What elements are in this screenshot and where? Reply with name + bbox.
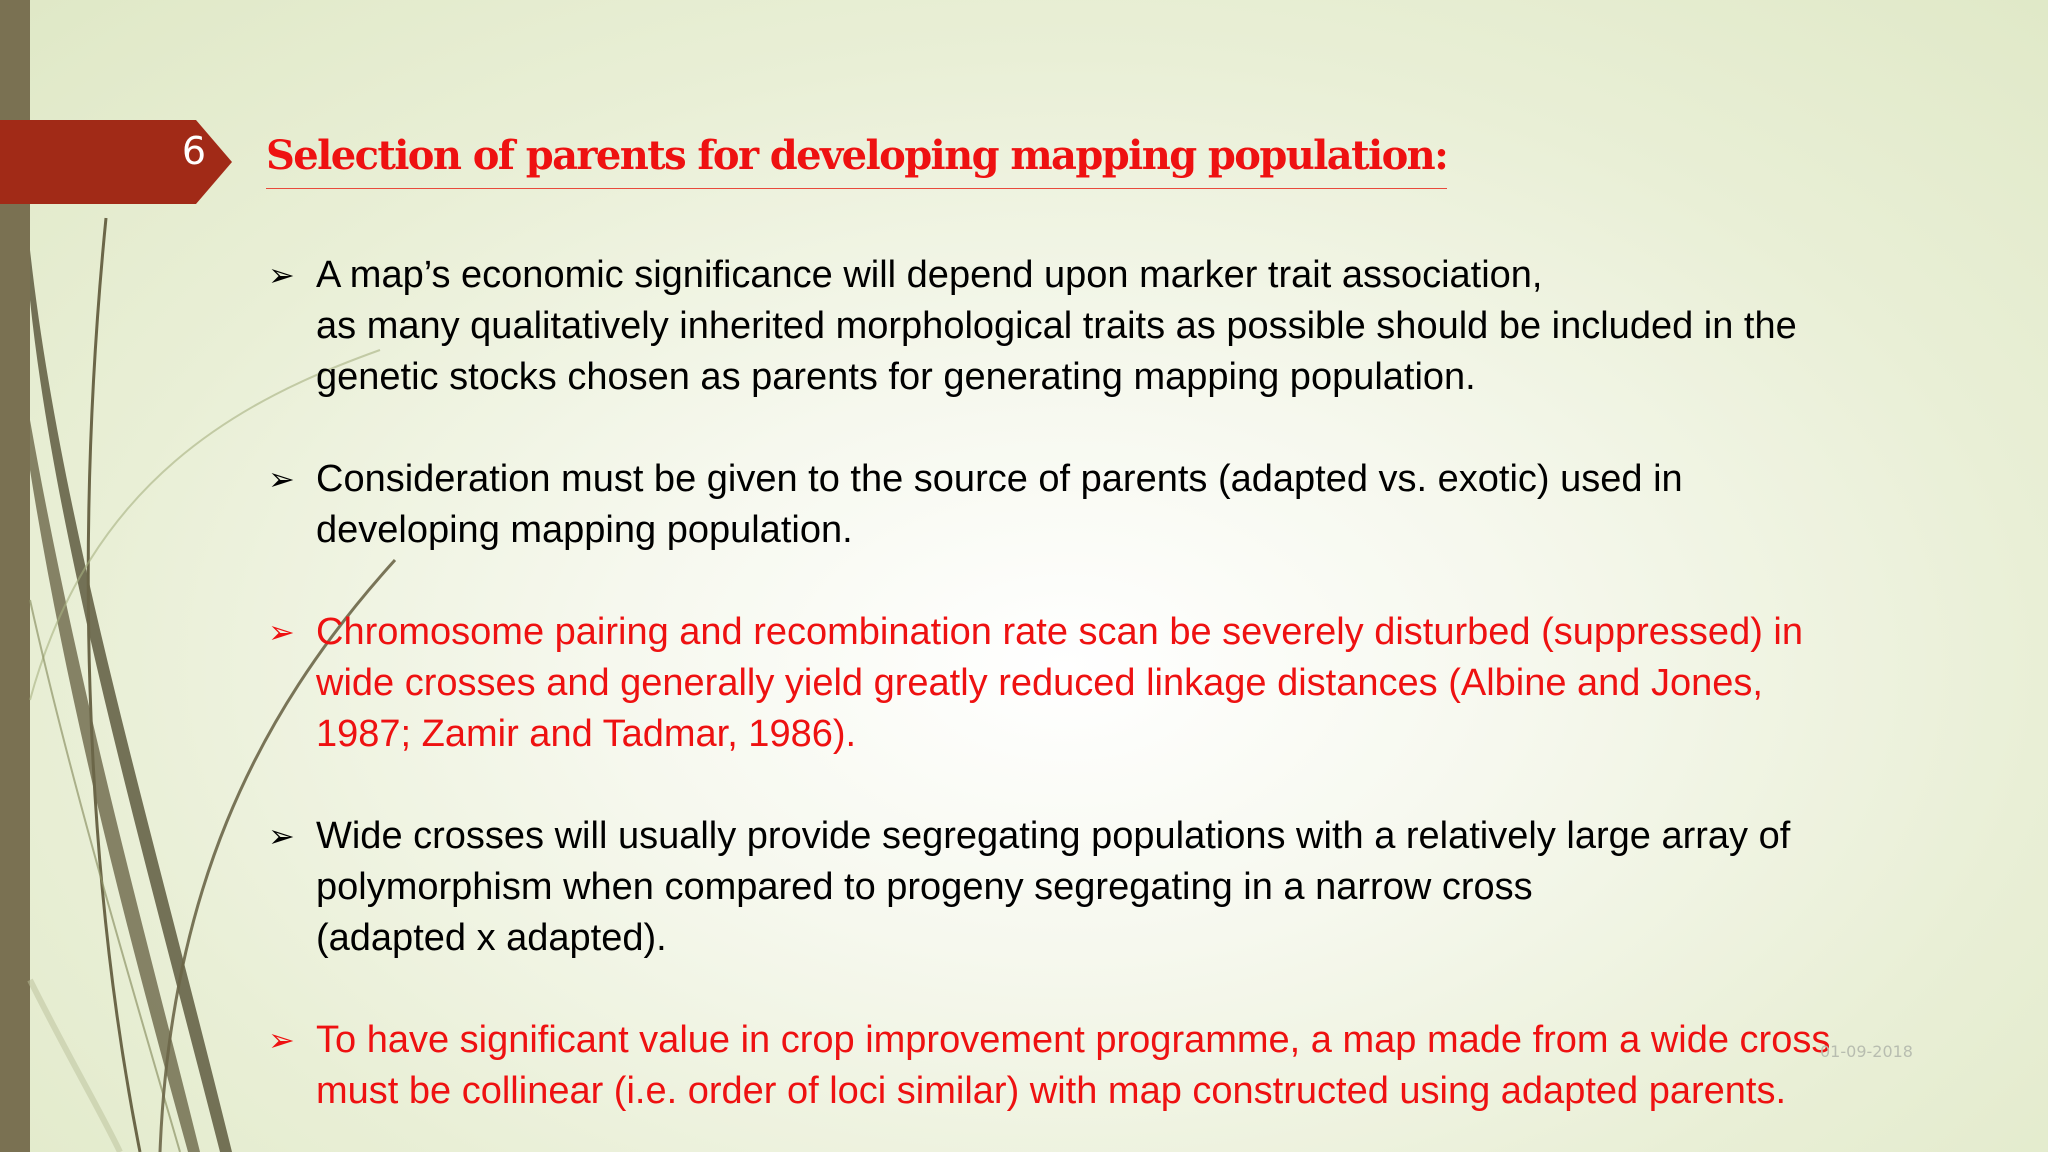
arrowhead-bullet-icon: ➢ — [268, 460, 295, 498]
bullet-line: as many qualitatively inherited morphological traits as possible should be included in the — [316, 305, 1797, 347]
bullet-line: developing mapping population. — [316, 509, 853, 551]
arrowhead-bullet-icon: ➢ — [268, 817, 295, 855]
bullet-line: must be collinear (i.e. order of loci similar) with map constructed using adapted parents. — [316, 1070, 1787, 1112]
bullet-list — [268, 250, 2028, 1152]
bullet-item — [268, 250, 2028, 403]
bullet-line: To have significant value in crop improvement programme, a map made from a wide cross — [316, 1019, 1831, 1061]
slide-title: Selection of parents for developing mapping population: — [266, 124, 1447, 189]
arrowhead-bullet-icon: ➢ — [268, 256, 295, 294]
bullet-line: polymorphism when compared to progeny segregating in a narrow cross — [316, 866, 1533, 908]
slide-date: 01-09-2018 — [1820, 1042, 1913, 1061]
bullet-item — [268, 454, 2028, 556]
slide-number: 6 — [181, 129, 207, 173]
bullet-line: 1987; Zamir and Tadmar, 1986). — [316, 713, 857, 755]
bullet-line: Wide crosses will usually provide segregating populations with a relatively large array of — [316, 815, 1791, 857]
bullet-item — [268, 811, 2028, 964]
bullet-line: wide crosses and generally yield greatly reduced linkage distances (Albine and Jones, — [316, 662, 1763, 704]
bullet-line: (adapted x adapted). — [316, 917, 667, 959]
bullet-item-highlighted — [268, 607, 2028, 760]
bullet-line: Chromosome pairing and recombination rate scan be severely disturbed (suppressed) in — [316, 611, 1803, 653]
bullet-line: A map’s economic significance will depend upon marker trait association, — [316, 254, 1543, 296]
bullet-item-highlighted — [268, 1015, 2028, 1117]
arrowhead-bullet-icon: ➢ — [268, 613, 295, 651]
arrowhead-bullet-icon: ➢ — [268, 1021, 295, 1059]
bullet-line: Consideration must be given to the source of parents (adapted vs. exotic) used in — [316, 458, 1683, 500]
bullet-line: genetic stocks chosen as parents for generating mapping population. — [316, 356, 1476, 398]
